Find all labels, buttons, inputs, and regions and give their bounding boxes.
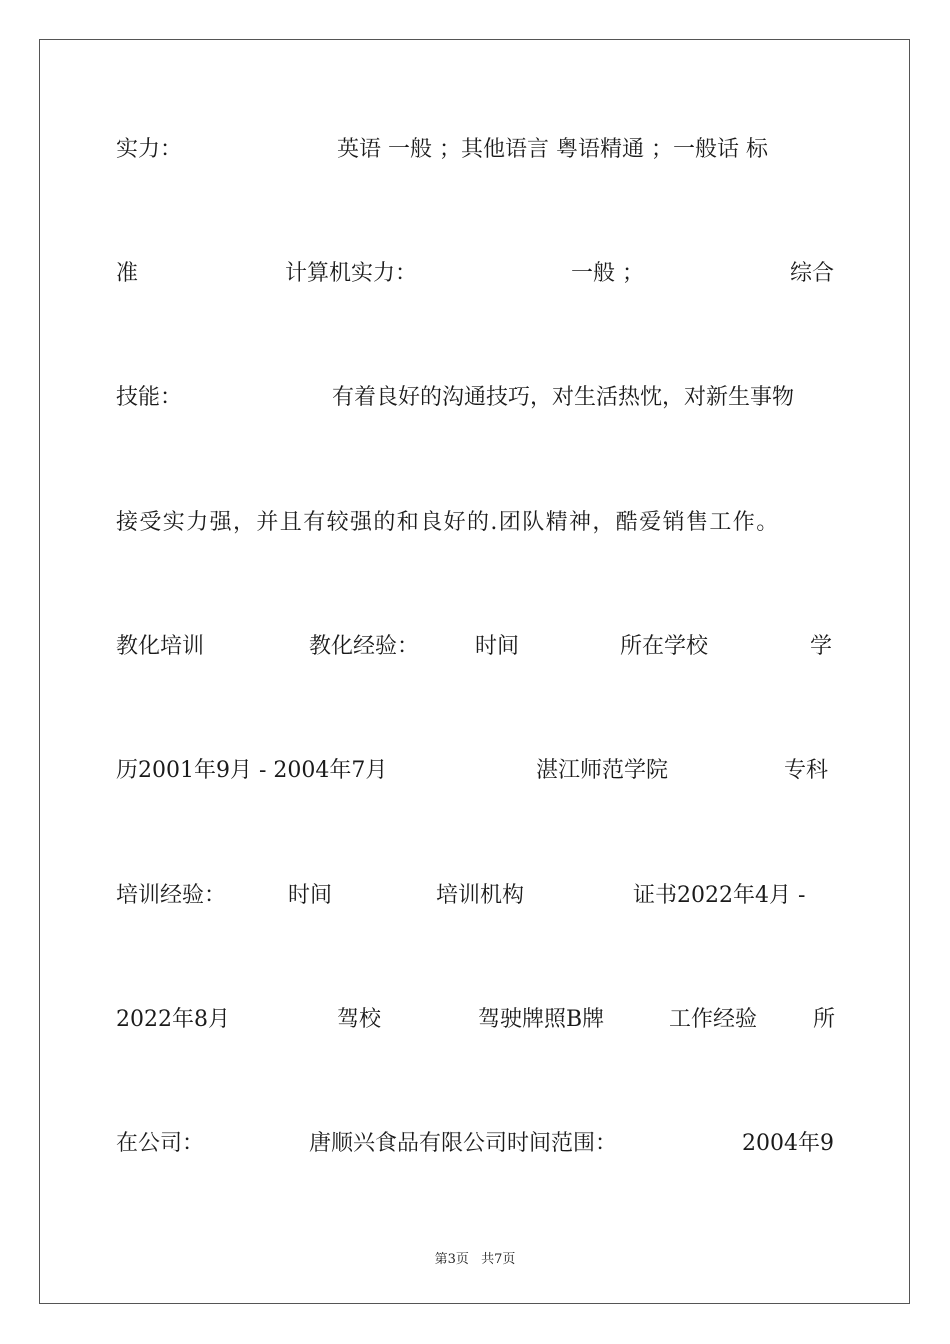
text-segment: 时间 bbox=[475, 634, 520, 659]
text-line bbox=[116, 130, 836, 170]
page-frame bbox=[39, 39, 910, 1304]
text-line bbox=[116, 503, 836, 543]
page-footer bbox=[0, 1248, 950, 1267]
text-segment: 教化培训 bbox=[116, 634, 205, 659]
text-segment: 技能： bbox=[116, 385, 183, 410]
text-segment: 2022年8月 bbox=[116, 1007, 230, 1032]
text-segment: 工作经验 bbox=[669, 1007, 758, 1032]
text-line bbox=[116, 1124, 836, 1164]
text-segment: 湛江师范学院 bbox=[536, 758, 669, 783]
text-segment: 证书2022年4月 - bbox=[633, 883, 806, 908]
text-segment: 2004年9 bbox=[742, 1131, 834, 1156]
text-segment: 综合 bbox=[790, 261, 835, 286]
text-segment: 有着良好的沟通技巧，对生活热忱，对新生事物 bbox=[332, 385, 795, 410]
text-segment: 驾驶牌照B牌 bbox=[478, 1007, 605, 1032]
text-segment: 历2001年9月 - 2004年7月 bbox=[116, 758, 388, 783]
text-segment: 所在学校 bbox=[620, 634, 709, 659]
text-segment: 学 bbox=[810, 634, 833, 659]
text-segment: 专科 bbox=[784, 758, 829, 783]
text-line bbox=[116, 627, 836, 667]
page-total: 共7页 bbox=[481, 1252, 516, 1267]
text-line bbox=[116, 1000, 836, 1040]
text-segment: 培训经验： bbox=[116, 883, 227, 908]
text-line bbox=[116, 378, 836, 418]
text-line bbox=[116, 876, 836, 916]
text-line bbox=[116, 254, 836, 294]
text-segment: 教化经验： bbox=[309, 634, 420, 659]
text-segment: 唐顺兴食品有限公司时间范围： bbox=[309, 1131, 618, 1156]
text-segment: 在公司： bbox=[116, 1131, 205, 1156]
text-line bbox=[116, 751, 836, 791]
page-number: 第3页 bbox=[434, 1252, 469, 1267]
text-segment: 培训机构 bbox=[436, 883, 525, 908]
text-segment: 时间 bbox=[288, 883, 333, 908]
text-segment: 驾校 bbox=[337, 1007, 382, 1032]
text-segment: 所 bbox=[813, 1007, 836, 1032]
text-segment: 实力： bbox=[116, 137, 183, 162]
text-segment: 接受实力强，并且有较强的和良好的.团队精神，酷爱销售工作。 bbox=[116, 510, 780, 535]
text-segment: 计算机实力： bbox=[285, 261, 418, 286]
text-segment: 准 bbox=[116, 261, 139, 286]
text-segment: 英语 一般 ；其他语言 粤语精通 ；一般话 标 bbox=[337, 137, 768, 162]
text-segment: 一般 ； bbox=[571, 261, 644, 286]
